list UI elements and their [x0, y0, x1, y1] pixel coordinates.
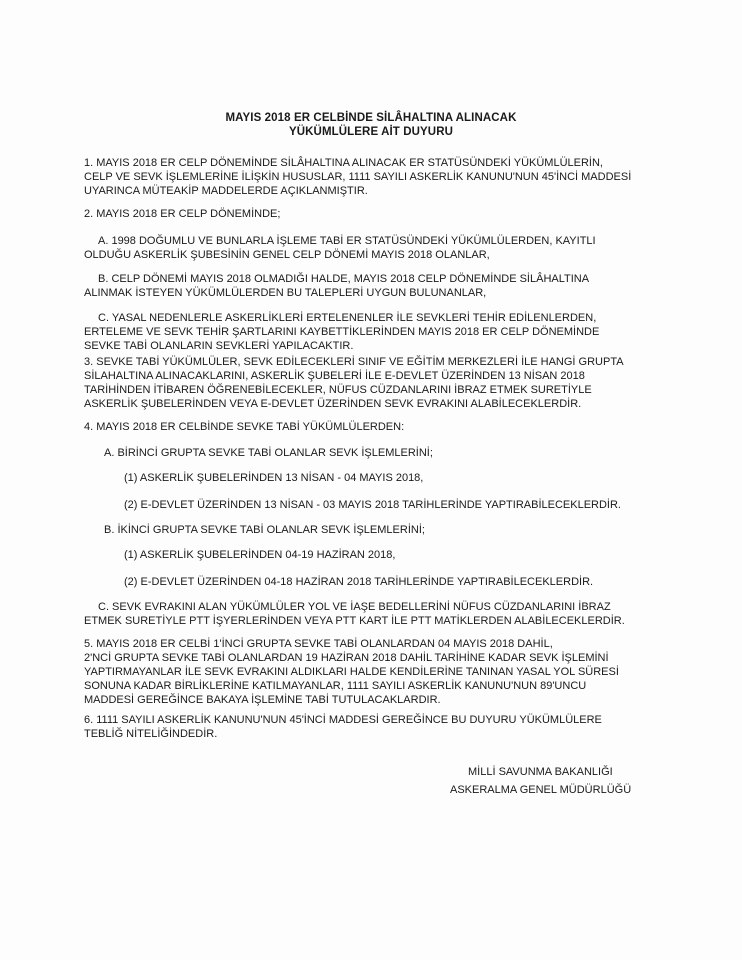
paragraph-line: (2) E-DEVLET ÜZERİNDEN 04-18 HAZİRAN 2018 TARİHLERİNDE YAPTIRABİLECEKLERDİR. [124, 576, 594, 588]
paragraph-line: TARİHİNDEN İTİBAREN ÖĞRENEBİLECEKLER, NÜFUS CÜZDANLARINI İBRAZ ETMEK SURETİYLE [84, 384, 592, 396]
paragraph-line: B. İKİNCİ GRUPTA SEVKE TABİ OLANLAR SEVK İŞLEMLERİNİ; [104, 524, 425, 536]
paragraph-line: 1. MAYIS 2018 ER CELP DÖNEMİNDE SİLÂHALTINA ALINACAK ER STATÜSÜNDEKİ YÜKÜMLÜLERİN, [84, 157, 603, 169]
paragraph-line: SONUNA KADAR BİRLİKLERİNE KATILMAYANLAR, 1111 SAYILI ASKERLİK KANUNU'NUN 89'UNCU [84, 680, 587, 692]
paragraph-2 [84, 207, 666, 221]
paragraph-line: B. CELP DÖNEMİ MAYIS 2018 OLMADIĞI HALDE, MAYIS 2018 CELP DÖNEMİNDE SİLÂHALTINA [98, 273, 590, 285]
paragraph-4b-1 [124, 548, 664, 562]
paragraph-line: A. 1998 DOĞUMLU VE BUNLARLA İŞLEME TABİ ER STATÜSÜNDEKİ YÜKÜMLÜLERDEN, KAYITLI [98, 235, 596, 247]
paragraph-line: 2'NCİ GRUPTA SEVKE TABİ OLANLARDAN 19 HAZİRAN 2018 DAHİL TARİHİNE KADAR SEVK İŞLEMİNİ [84, 652, 609, 664]
paragraph-2c [84, 311, 666, 353]
paragraph-line: OLDUĞU ASKERLİK ŞUBESİNİN GENEL CELP DÖNEMİ MAYIS 2018 OLANLAR, [84, 249, 490, 261]
paragraph-line: UYARINCA MÜTEAKİP MADDELERDE AÇIKLANMIŞTIR. [84, 185, 368, 197]
paragraph-3 [84, 355, 666, 411]
paragraph-line: (1) ASKERLİK ŞUBELERİNDEN 13 NİSAN - 04 MAYIS 2018, [124, 472, 424, 484]
paragraph-4 [84, 420, 666, 434]
paragraph-2a [84, 234, 666, 262]
paragraph-5 [84, 637, 666, 707]
paragraph-line: SEVKE TABİ OLANLARIN SEVKLERİ YAPILACAKTIR. [84, 340, 354, 352]
paragraph-line: C. SEVK EVRAKINI ALAN YÜKÜMLÜLER YOL VE İAŞE BEDELLERİNİ NÜFUS CÜZDANLARINI İBRAZ [98, 601, 611, 613]
paragraph-line: SİLAHALTINA ALINACAKLARINI, ASKERLİK ŞUBELERİ İLE E-DEVLET ÜZERİNDEN 13 NİSAN 2018 [84, 370, 585, 382]
paragraph-line: 5. MAYIS 2018 ER CELBİ 1'İNCİ GRUPTA SEVKE TABİ OLANLARDAN 04 MAYIS 2018 DAHİL, [84, 638, 553, 650]
signature-line-2: ASKERALMA GENEL MÜDÜRLÜĞÜ [450, 784, 632, 796]
document-title-line-2: YÜKÜMLÜLERE AİT DUYURU [288, 126, 454, 138]
signature-line-1: MİLLİ SAVUNMA BAKANLIĞI [468, 766, 613, 778]
paragraph-line: 6. 1111 SAYILI ASKERLİK KANUNU'NUN 45'İNCİ MADDESİ GEREĞİNCE BU DUYURU YÜKÜMLÜLERE [84, 714, 602, 726]
paragraph-line: MADDESİ GEREĞİNCE BAKAYA İŞLEMİNE TABİ TUTULACAKLARDIR. [84, 694, 441, 706]
paragraph-line: (2) E-DEVLET ÜZERİNDEN 13 NİSAN - 03 MAYIS 2018 TARİHLERİNDE YAPTIRABİLECEKLERDİR. [124, 499, 621, 511]
document-title-line-1: MAYIS 2018 ER CELBİNDE SİLÂHALTINA ALINACAK [225, 112, 517, 124]
paragraph-line: TEBLİĞ NİTELİĞİNDEDİR. [84, 728, 218, 740]
paragraph-line: (1) ASKERLİK ŞUBELERİNDEN 04-19 HAZİRAN 2018, [124, 549, 396, 561]
paragraph-line: YAPTIRMAYANLAR İLE SEVK EVRAKINI ALDIKLARI HALDE KENDİLERİNE TANINAN YASAL YOL SÜRESİ [84, 666, 619, 678]
paragraph-line: A. BİRİNCİ GRUPTA SEVKE TABİ OLANLAR SEVK İŞLEMLERİNİ; [104, 447, 433, 459]
paragraph-4a [104, 446, 664, 460]
paragraph-2b [84, 272, 666, 300]
paragraph-4a-2 [124, 498, 664, 512]
paragraph-line: ASKERLİK ŞUBELERİNDEN VEYA E-DEVLET ÜZERİNDEN SEVK EVRAKINI ALABİLECEKLERDİR. [84, 398, 582, 410]
paragraph-line: ERTELEME VE SEVK TEHİR ŞARTLARINI KAYBETTİKLERİNDEN MAYIS 2018 ER CELP DÖNEMİNDE [84, 326, 600, 338]
paragraph-line: 2. MAYIS 2018 ER CELP DÖNEMİNDE; [84, 208, 281, 220]
paragraph-line: ALINMAK İSTEYEN YÜKÜMLÜLERDEN BU TALEPLERİ UYGUN BULUNANLAR, [84, 287, 487, 299]
paragraph-line: 3. SEVKE TABİ YÜKÜMLÜLER, SEVK EDİLECEKLERİ SINIF VE EĞİTİM MERKEZLERİ İLE HANGİ GRUPTA [84, 356, 624, 368]
paragraph-4b [104, 523, 664, 537]
paragraph-1 [84, 156, 666, 198]
paragraph-line: 4. MAYIS 2018 ER CELBİNDE SEVKE TABİ YÜKÜMLÜLERDEN: [84, 421, 405, 433]
paragraph-6 [84, 713, 666, 741]
paragraph-4a-1 [124, 471, 664, 485]
paragraph-4b-2 [124, 575, 664, 589]
paragraph-line: CELP VE SEVK İŞLEMLERİNE İLİŞKİN HUSUSLAR, 1111 SAYILI ASKERLİK KANUNU'NUN 45'İNCİ MADDESİ [84, 171, 632, 183]
paragraph-4c [84, 600, 666, 628]
paragraph-line: ETMEK SURETİYLE PTT İŞYERLERİNDEN VEYA PTT KART İLE PTT MATİKLERDEN ALABİLECEKLERDİR. [84, 615, 625, 627]
paragraph-line: C. YASAL NEDENLERLE ASKERLİKLERİ ERTELENENLER İLE SEVKLERİ TEHİR EDİLENLERDEN, [98, 312, 597, 324]
